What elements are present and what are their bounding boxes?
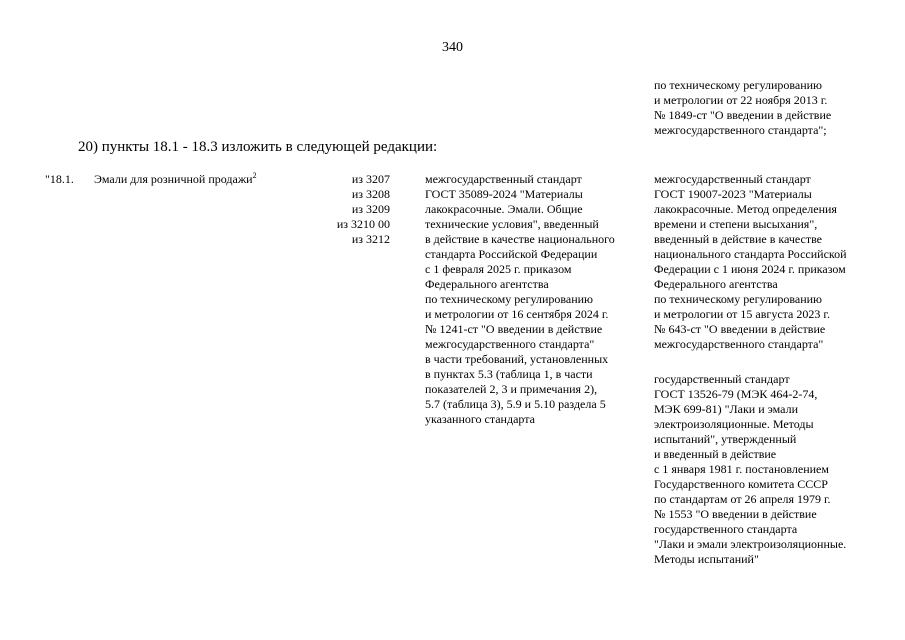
product-name (94, 172, 257, 187)
page-number: 340 (442, 40, 463, 55)
product-name-text: Эмали для розничной продажи (94, 172, 253, 186)
footnote-marker: 2 (252, 171, 257, 180)
amendment-instruction: 20) пункты 18.1 - 18.3 изложить в следующей редакции: (78, 139, 438, 155)
previous-item-continuation: по техническому регулированию и метрологии от 22 ноября 2013 г. № 1849-ст "О введении в действие межгосударственного стандарта"; (654, 78, 832, 137)
test-method-standard-1: межгосударственный стандарт ГОСТ 19007-2023 "Материалы лакокрасочные. Метод определения времени и степени высыхания", введенный в действие в качестве национального стандарта Российской Федерации с 1 июня 2024 г. приказом Федерального агентства по техническому регулированию и метрологии от 15 августа 2023 г. № 643-ст "О введении в действие межгосударственного стандарта" (654, 172, 847, 351)
customs-codes: из 3207 из 3208 из 3209 из 3210 00 из 3212 (336, 172, 390, 246)
item-number: "18.1. (45, 172, 74, 186)
standard-requirements: межгосударственный стандарт ГОСТ 35089-2024 "Материалы лакокрасочные. Эмали. Общие технические условия", введенный в действие в качестве национального стандарта Российской Федерации с 1 февраля 2025 г. приказом Федерального агентства по техническому регулированию и метрологии от 16 сентября 2024 г. № 1241-ст "О введении в действие межгосударственного стандарта" в части требований, установленных в пунктах 5.3 (таблица 1, в части показателей 2, 3 и примечания 2), 5.7 (таблица 3), 5.9 и 5.10 раздела 5 указанного стандарта (425, 172, 615, 426)
test-method-standard-2: государственный стандарт ГОСТ 13526-79 (МЭК 464-2-74, МЭК 699-81) "Лаки и эмали электроизоляционные. Методы испытаний", утвержденный и введенный в действие с 1 января 1981 г. постановлением Государственного комитета СССР по стандартам от 26 апреля 1979 г. № 1553 "О введении в действие государственного стандарта "Лаки и эмали электроизоляционные. Методы испытаний" (654, 372, 847, 566)
